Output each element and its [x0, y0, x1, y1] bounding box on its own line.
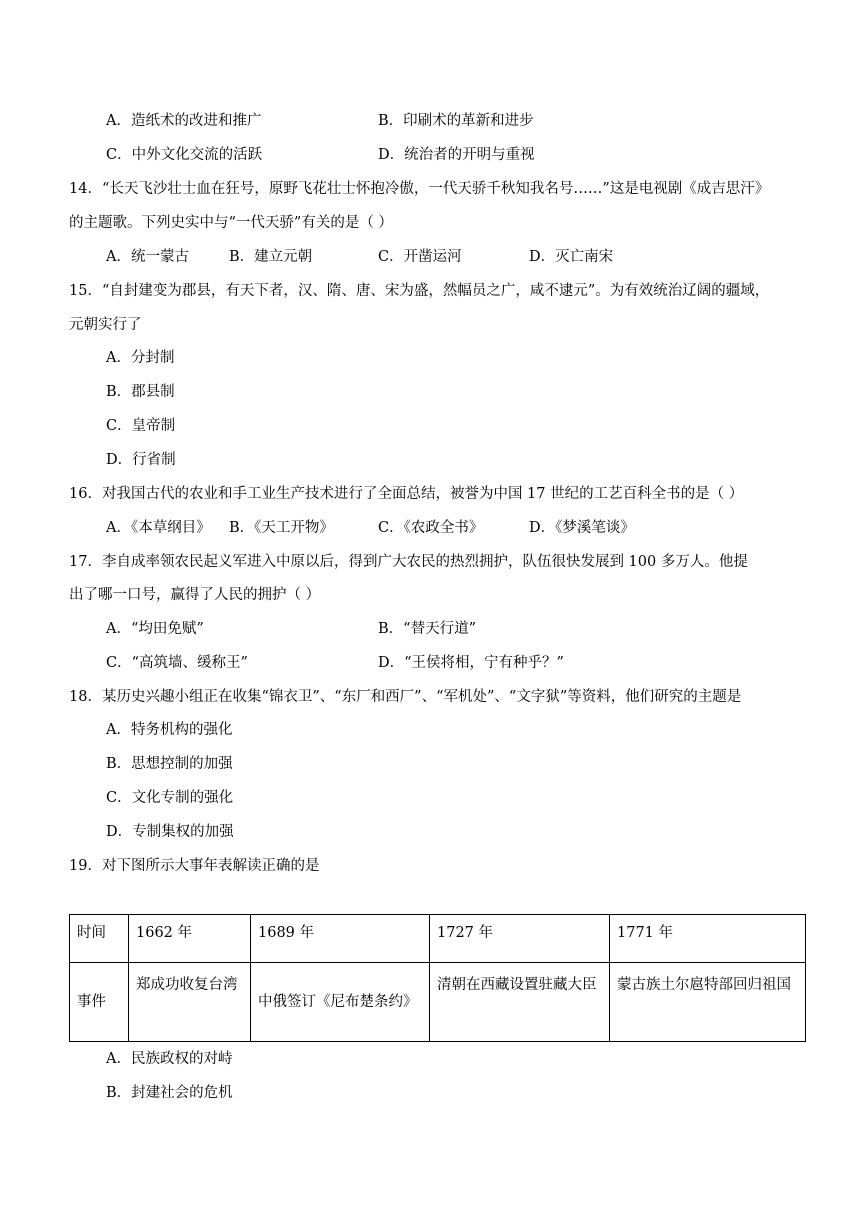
table-row-time [70, 915, 806, 963]
q17-stem-line1: 17．李自成率领农民起义军进入中原以后，得到广大农民的热烈拥护，队伍很快发展到 100 多万人。他提 [69, 554, 748, 570]
event-cell: 郑成功收复台湾 [129, 963, 251, 1042]
q18-stem-line1: 18．某历史兴趣小组正在收集“锦衣卫”、“东厂和西厂”、“军机处”、“文字狱”等资料，他们研究的主题是 [69, 689, 742, 705]
q17-option-b: B．“替天行道” [378, 621, 476, 637]
q13-option-a: A．造纸术的改进和推广 [106, 113, 262, 129]
q19-option-b: B．封建社会的危机 [106, 1085, 233, 1101]
q14-option-d: D．灭亡南宋 [529, 249, 614, 265]
q18-option-a: A．特务机构的强化 [106, 722, 233, 738]
q15-stem-line2: 元朝实行了 [69, 317, 142, 333]
q14-stem-line1: 14．“长天飞沙壮士血在狂号，原野飞花壮士怀抱冷傲，一代天骄千秋知我名号……”这是电视剧《成吉思汗》 [69, 181, 770, 197]
q14-option-c: C．开凿运河 [378, 249, 462, 265]
time-cell: 1771 年 [610, 915, 806, 963]
q13-option-c: C．中外文化交流的活跃 [106, 147, 263, 163]
q16-option-a: A．《本草纲目》 [106, 520, 211, 536]
q17-option-c: C．“高筑墙、缓称王” [106, 655, 248, 671]
q19-stem-line1: 19．对下图所示大事年表解读正确的是 [69, 858, 320, 874]
event-cell: 中俄签订《尼布楚条约》 [251, 963, 430, 1042]
q19-option-a: A．民族政权的对峙 [106, 1051, 233, 1067]
q14-stem-line2: 的主题歌。下列史实中与“一代天骄”有关的是（ ） [69, 215, 393, 231]
q15-option-a: A．分封制 [106, 350, 175, 366]
q19-chronology-table [69, 914, 806, 1042]
time-cell: 1662 年 [129, 915, 251, 963]
row-label-event: 事件 [70, 963, 129, 1042]
row-label-time: 时间 [70, 915, 129, 963]
q16-option-d: D．《梦溪笔谈》 [529, 520, 635, 536]
q14-option-a: A．统一蒙古 [106, 249, 189, 265]
q17-option-a: A．“均田免赋” [106, 621, 204, 637]
q18-option-c: C．文化专制的强化 [106, 790, 234, 806]
q18-option-d: D．专制集权的加强 [106, 824, 234, 840]
q15-option-d: D．行省制 [106, 452, 176, 468]
time-cell: 1689 年 [251, 915, 430, 963]
event-cell: 蒙古族土尔扈特部回归祖国 [610, 963, 806, 1042]
q16-option-b: B．《天工开物》 [229, 520, 334, 536]
event-cell: 清朝在西藏设置驻藏大臣 [430, 963, 610, 1042]
q18-option-b: B．思想控制的加强 [106, 756, 233, 772]
q17-option-d: D．“王侯将相，宁有种乎？” [378, 655, 564, 671]
q16-option-c: C．《农政全书》 [378, 520, 484, 536]
q13-option-b: B．印刷术的革新和进步 [378, 113, 534, 129]
q15-option-b: B．郡县制 [106, 384, 175, 400]
q13-option-d: D．统治者的开明与重视 [378, 147, 535, 163]
time-cell: 1727 年 [430, 915, 610, 963]
q17-stem-line2: 出了哪一口号，赢得了人民的拥护（ ） [69, 587, 321, 603]
q14-option-b: B．建立元朝 [229, 249, 313, 265]
table-row-event [70, 963, 806, 1042]
q16-stem-line1: 16．对我国古代的农业和手工业生产技术进行了全面总结，被誉为中国 17 世纪的工艺百科全书的是（ ） [69, 486, 744, 502]
q15-option-c: C．皇帝制 [106, 418, 176, 434]
q15-stem-line1: 15．“自封建变为郡县，有天下者，汉、隋、唐、宋为盛，然幅员之广，咸不逮元”。为有效统治辽阔的疆域， [69, 283, 770, 299]
